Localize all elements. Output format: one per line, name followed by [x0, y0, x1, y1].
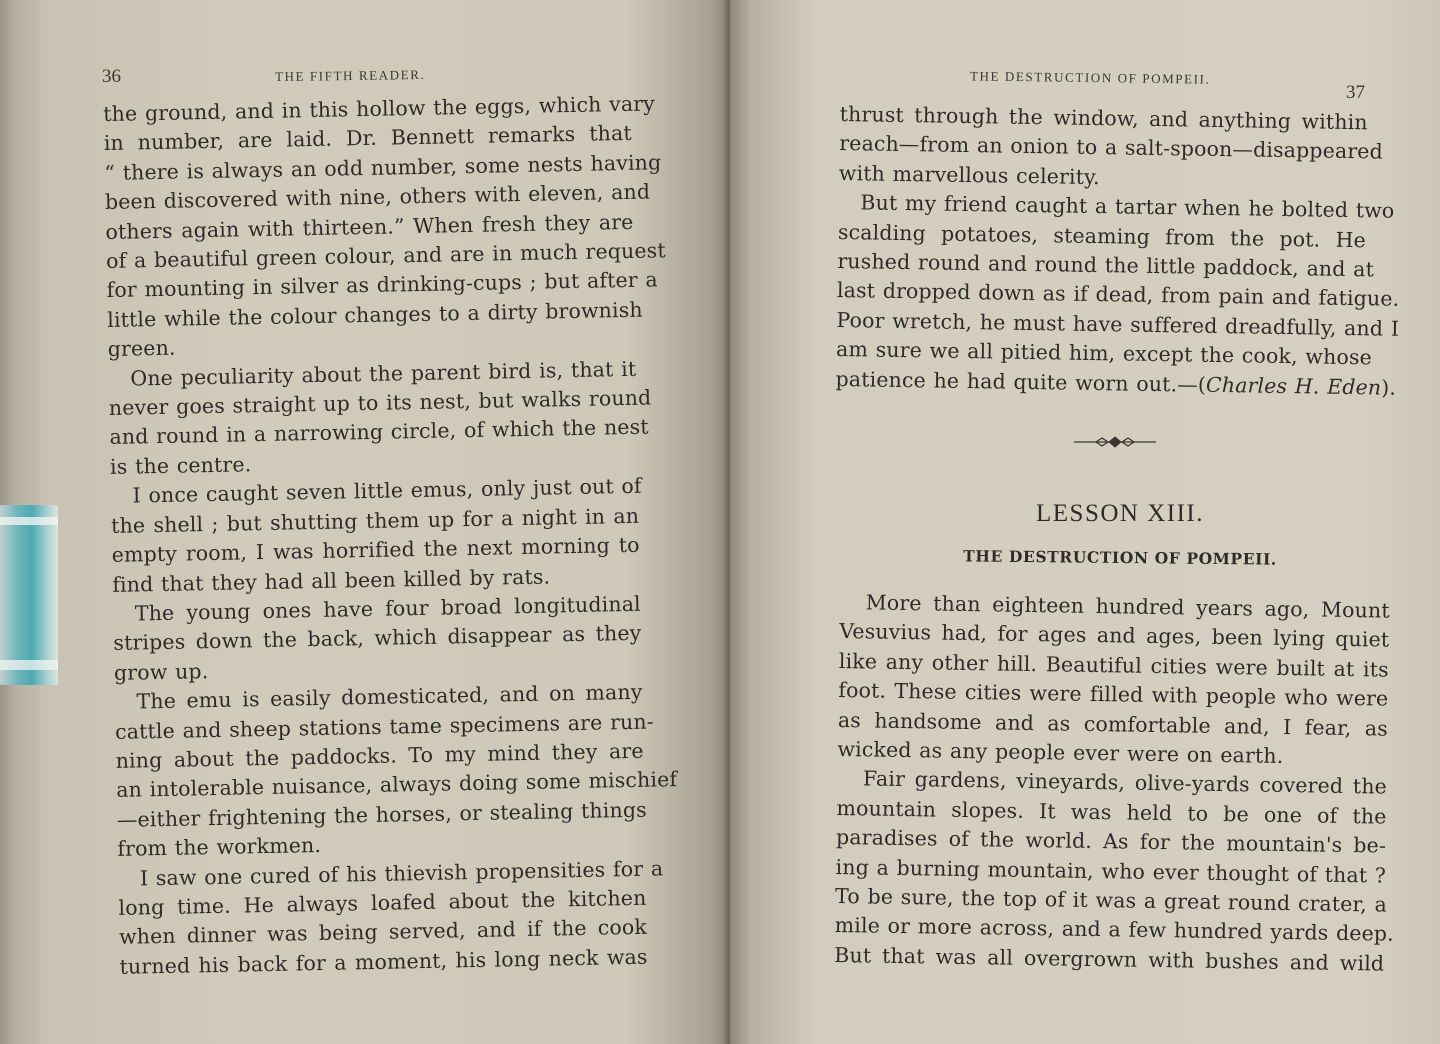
text-line: rushed round and round the little paddock, and at [837, 249, 1375, 282]
left-page [40, 0, 730, 1044]
text-line: from the workmen. [117, 833, 322, 862]
right-page [730, 0, 1440, 1044]
text-line: is the centre. [109, 452, 252, 479]
text-line: turned his back for a moment, his long neck was [119, 944, 648, 979]
section-ornament-icon [1070, 432, 1160, 452]
bookmark-clip-highlight [0, 517, 58, 525]
text-line: the ground, and in this hollow the eggs, which vary [103, 91, 656, 126]
text-line: foot. These cities were filled with people who were [838, 678, 1389, 711]
text-line: like any other hill. Beautiful cities were built at its [838, 648, 1389, 682]
text-line: paradises of the world. As for the mountain's be- [835, 825, 1387, 858]
text-line: last dropped down as if dead, from pain and fatigue. [836, 278, 1400, 312]
text-line: I saw one cured of his thievish propensities for a [139, 855, 664, 890]
author-name: Charles H. Eden [1205, 372, 1382, 400]
text-line: Poor wretch, he must have suffered dreadfully, and I [836, 307, 1400, 341]
left-page-number: 36 [102, 66, 121, 87]
text-line: with marvellous celerity. [838, 160, 1100, 189]
text-line: others again with thirteen.” When fresh they are [105, 209, 634, 244]
text-line: But my friend caught a tartar when he bolted two [860, 190, 1395, 223]
text-line: ing a burning mountain, who ever thought of that ? [835, 854, 1387, 888]
text-line: One peculiarity about the parent bird is, that it [130, 356, 637, 391]
text-line: scalding potatoes, steaming from the pot. He [837, 219, 1367, 252]
text-line: “ there is always an odd number, some nests having [104, 150, 662, 185]
attribution-text: patience he had quite worn out.—( [835, 366, 1207, 397]
text-line: thrust through the window, and anything within [839, 101, 1368, 135]
text-line: little while the colour changes to a dirty brownish [106, 297, 643, 332]
text-line: ning about the paddocks. To my mind they are [115, 738, 644, 773]
text-line: —either frightening the horses, or stealing things [116, 797, 647, 832]
left-body-text [103, 90, 678, 982]
text-line: I once caught seven little emus, only just out of [132, 474, 642, 508]
text-line: wicked as any people ever were on earth. [837, 737, 1284, 769]
text-line: been discovered with nine, others with eleven, and [104, 179, 651, 215]
text-line: grow up. [113, 658, 209, 685]
right-body-text-top [835, 100, 1400, 402]
lesson-title: LESSON XIII. [1036, 500, 1204, 527]
text-line: mountain slopes. It was held to be one of the [836, 795, 1387, 829]
text-line: stripes down the back, which disappear as they [113, 621, 642, 656]
bookmark-clip [0, 505, 58, 685]
text-line: The young ones have four broad longitudinal [134, 591, 641, 626]
text-line: and round in a narrowing circle, of which the nest [109, 415, 649, 450]
text-line: the shell ; but shutting them up for a night in an [110, 503, 640, 538]
text-line: in number, are laid. Dr. Bennett remarks that [103, 121, 632, 156]
text-line: mile or more across, and a few hundred yards deep. [834, 913, 1395, 947]
text-line: long time. He always loafed about the kitchen [118, 885, 647, 920]
text-line: as handsome and as comfortable and, I fear, as [837, 707, 1389, 741]
text-line: But that was all overgrown with bushes and wild [834, 942, 1385, 976]
text-line: of a beautiful green colour, and are in much request [105, 238, 666, 273]
text-line: never goes straight up to its nest, but walks round [108, 385, 652, 421]
left-running-head: THE FIFTH READER. [274, 66, 426, 85]
text-line: an intolerable nuisance, always doing some mischief [116, 767, 678, 803]
lesson-subtitle: THE DESTRUCTION OF POMPEII. [963, 546, 1277, 569]
text-line: am sure we all pitied him, except the cook, whose [835, 337, 1373, 370]
right-page-number: 37 [1346, 82, 1365, 103]
text-line: Vesuvius had, for ages and ages, been lying quiet [839, 619, 1390, 653]
text-line: reach—from an onion to a salt-spoon—disappeared [839, 131, 1384, 164]
right-body-text-bottom [834, 588, 1395, 979]
text-line: empty room, I was horrified the next morning to [111, 532, 640, 568]
text-line: The emu is easily domesticated, and on many [136, 679, 643, 714]
text-line: when dinner was being served, and if the cook [118, 915, 648, 950]
text-line: To be sure, the top of it was a great round crater, a [834, 884, 1388, 917]
text-line: find that they had all been killed by rats. [112, 564, 551, 597]
text-line: Fair gardens, vineyards, olive-yards covered the [862, 766, 1388, 800]
text-line: for mounting in silver as drinking-cups ; but after a [106, 267, 658, 303]
bookmark-clip-highlight [0, 660, 58, 670]
attribution-end: ). [1381, 375, 1397, 400]
text-line: cattle and sheep stations tame specimens are run- [114, 709, 655, 744]
text-line: More than eighteen hundred years ago, Mount [865, 590, 1390, 623]
right-running-head: THE DESTRUCTION OF POMPEII. [969, 68, 1211, 87]
text-line: green. [107, 335, 176, 362]
